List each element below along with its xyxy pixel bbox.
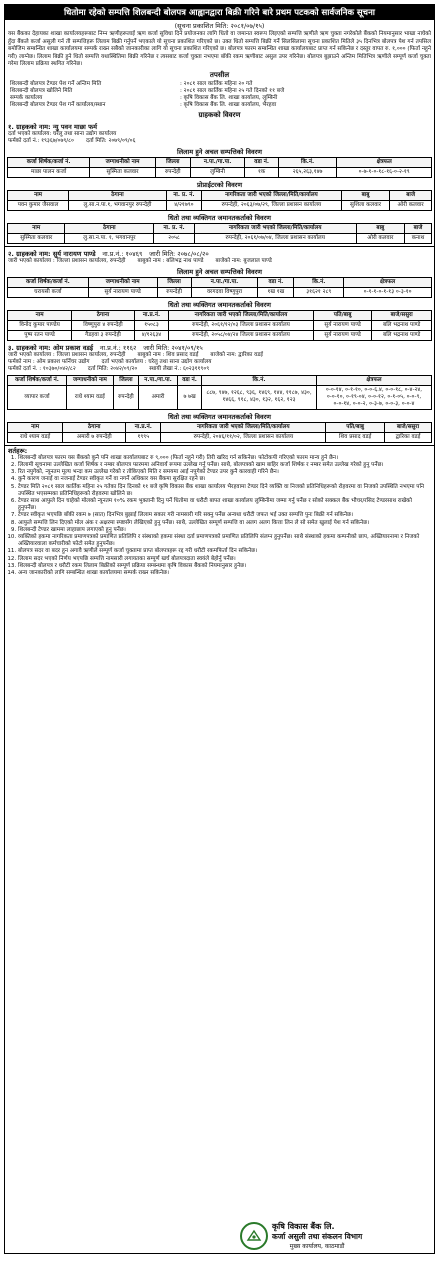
list-item: 12. लिलाम सदर भएको निर्णय भएपछि सम्पत्ति नामसारी लगायतका सम्पूर्ण खर्च बोलपत्रदाता स्वयंले बेहोर्नु पर्नेछ। <box>18 556 431 563</box>
table-row: पुष्प रतन पाण्डे गैडहवा ३ रुपन्देही ४/१२६३४ रुपन्देही, २०५८/०४/२४ जिल्ला प्रशासन कार्यालय सुर्य नारायण पाण्डे बलि भद्रनाथ पाण्डे <box>8 330 432 340</box>
guarantor-table-title: धितो तथा व्यक्तिगत जमानतकर्ताको विवरण <box>168 213 271 222</box>
list-item: 1. शिलबन्दी बोलपत्र फारम यस बैंकको कुनै पनि शाखा कार्यालयबाट रु ९,००० (फिर्ता नहुने गरी) तिरी खरिद गर्न सकिनेछ। फोटोकपी गरिएको फारम मान्य हुने छैन। <box>18 455 431 462</box>
schedule-row: शिलबन्दी बोलपत्र टेण्डर पेश गर्ने अन्तिम मिति : २०८१ साल कार्तिक महिना २० गते <box>10 80 253 87</box>
list-item: 13. शिलबन्दी बोलपत्र र धरौटी रकम लिलाम बिक्रीको सम्पूर्ण प्रक्रिया सम्बन्धमा कृषि विकास बैंकको नियमानुसार हुनेछ। <box>18 563 431 570</box>
guarantor-table-2: नाम ठेगाना ना.प्र.नं. नागरिकता जारी भएको जिल्ला/मिति/कार्यालय पति/बाबु बाजे/ससुरा विनोद कुमार पाण्डेय विष्णुपुरा ४ रुपन्देही १५०८३ रुपन्देही, २०६१/१२/०३ जिल्ला प्रशासन कार्यालय सुर्य नारायण पाण्डे बलि भद्रनाथ पाण्डे पुष्प रतन पाण्डे गैडहवा ३ रुपन्देही ४/१२६३४ रुपन्देही, २०५८/०४/२४ जिल्ला प्रशासन कार्यालय सुर्य नारायण पाण्डे बलि भद्रनाथ पाण्डे <box>7 310 432 341</box>
customer-1-reg: दर्ता भएको कार्यालय: घरेलु तथा साना उद्योग कार्यालय <box>8 130 117 137</box>
intro-paragraph: यस बैंकका देहायका शाखा कार्यालयहरूबाट निम्न ऋणीहरूलाई ऋण कर्जा सुविधा दिने प्रयोजनका लागि धितो वा जमानत स्वरूप लिइएको सम्पत्ति ऋणीले ऋण चुक्ता नगरेकोले बैंकको नियमानुसार भाखा नाघेको हुँदा बैंकले कर्जा असुली गर्न ती सम्पत्तिहरू लिलाम बिक्री गर्नुपर्ने भएकाले यो सूचना प्रकाशित गरिएको छ। उक्त धितो सम्पत्ति बिक्री गर्ने सिलसिलामा सूचना प्रकाशित मितिले ३५ दिनभित्र बोलपत्र पेश गर्न तपसिल बमोजिम सम्बन्धित शाखा कार्यालयमा सम्पर्क राख्न सबैको जानकारीका लागि यो सूचना प्रकाशित गरिएको छ। बोलपत्र फारम सम्बन्धित शाखा कार्यालयबाट प्राप्त गर्न सकिनेछ र दस्तुर वापत रु. १,००० (फिर्ता नहुने गरी) लाग्नेछ। लिलाम बिक्री हुने धितो सम्पत्ति यथास्थितिमा बिक्री गरिनेछ र त्यसबाट कर्जा चुक्ता नभएमा बाँकी रकम ऋणीबाट असुल उपर गरिनेछ। बोलपत्र बुझाउने अन्तिम मितिभित्र ऋणीले सम्पूर्ण कर्जा चुक्ता गरेमा लिलाम प्रक्रिया स्थगित गरिनेछ। <box>8 31 431 67</box>
list-item: 6. टेण्डर साथ आफुले दिन चाहेको मोलको न्यूनतम १०% रकम भुक्तानी दिनु पर्ने धितोमा वा धरौटी बापत शाखा कार्यालय लुम्बिनीमा जम्मा गर्नु पर्नेछ र सोको सक्कल बैंक भौचर/रसिद टेण्डरसाथ राखेको हुनुपर्नेछ। <box>18 498 431 512</box>
property-table-title: लिलाम हुने अचल सम्पत्तिको विवरण <box>177 267 262 276</box>
table-row: घरायसी कर्जा सुर्य नारायण पाण्डे रुपन्देही वरगदवा विष्णुपुरा १ख १ख ३१६२१ २८९ ०-१-१-०-१-१३ ०-३-१० <box>8 287 432 297</box>
bank-logo-icon <box>240 1222 268 1250</box>
property-table-title: लिलाम हुने अचल सम्पत्तिको विवरण <box>177 147 262 156</box>
footer-signature <box>240 1221 430 1250</box>
bank-name: कृषि विकास बैंक लि. <box>272 1222 335 1231</box>
publish-date: (सूचना प्रकाशित मिति: २०८१/०७/१५) <box>174 22 265 30</box>
list-item: 4. कुनै कारण जनाई वा नजनाई टेण्डर स्वीकृत गर्ने वा नगर्ने अधिकार यस बैंकमा सुरक्षित रहने छ। <box>18 476 431 483</box>
customer-3-heading: ३. ग्राहकको नाम: ओम प्रकाश वडई ना.प्र.नं.: ११६२ जारी मिति: २०४१/०९/१५ <box>8 343 203 352</box>
office-name: मुख्य कार्यालय, काठमाडौं <box>289 1243 345 1250</box>
property-table-1: कर्जा शिर्षक/कर्जा नं. जग्गाधनीको नाम जिल्ला न.पा./गा.पा. वडा नं. कि.नं. क्षेत्रफल माछा पालन कर्जा सुस्मिता कलवार रुपन्देही लुम्बिनी १क २६५,२६३,१४७ ०-७-१-०-१८-१६-०-२-१९ <box>7 157 432 178</box>
table-row: व्यापार कर्जा राधे श्याम वडई रुपन्देही अमारी ७ ७ख ८८७, ९४७, १२६८, ९३६, १४६९, १४४, ११८७, ४३०, १४६६, ९१८, ४३०, १३२, १६२, १२३ ०-०-१४, ०-१-१०, ०-०-६.४, ०-०-१८, ०-४-२४, ०-०-१०, ०-१९-०४, ०-०-१२, ०-१-०५, ०-०-९, ०-०-१४, ०-०-२, ०-३-७, ०-०-३, ०-०-४ <box>8 385 432 409</box>
customer-section-title: ग्राहकको विवरण <box>198 110 241 119</box>
department-name: कर्जा असुली तथा संकलन विभाग <box>272 1232 363 1241</box>
list-item: 11. बोलपत्र सदर वा बदर हुन अगावै ऋणीले सम्पूर्ण कर्जा चुक्तामा प्राप्त बोलपत्रहरू रद्द गरी धरौटी रकमफिर्ता दिन सकिनेछ। <box>18 548 431 555</box>
table-row: विनोद कुमार पाण्डेय विष्णुपुरा ४ रुपन्देही १५०८३ रुपन्देही, २०६१/१२/०३ जिल्ला प्रशासन कार्यालय सुर्य नारायण पाण्डे बलि भद्रनाथ पाण्डे <box>8 320 432 330</box>
guarantor-table-title: धितो तथा व्यक्तिगत जमानतकर्ताको विवरण <box>168 412 271 421</box>
terms-list <box>8 455 431 577</box>
owner-table-title: प्रोप्राईटरको विवरण <box>196 180 243 189</box>
customer-3-details: जारी भएको कार्यालय : जिल्ला प्रशासन कार्यालय, रुपन्देही बाबुको नाम : शिव प्रसाद वडई बाजेको नाम: द्वारिका वडई <box>8 351 264 358</box>
list-item: 3. रित नपुगेको, न्यूनतम मूल्य भन्दा कम उल्लेख गरेको र तोकिएको मिति र समयमा आई नपुगेको टेण्डर उपर कुनै कारवाही गरिने छैन। <box>18 469 431 476</box>
schedule-row: शिलबन्दी बोलपत्र खोलिने मिति : २०८१ साल कार्तिक महिना २५ गते दिनको ११ बजे <box>10 87 285 94</box>
divider <box>5 246 434 247</box>
customer-2-heading: २. ग्राहकको नाम: सुर्य नारायण पाण्डे ना.प्र.नं.: १०४६९ जारी मिति: २०७८/०८/२० <box>8 249 209 258</box>
table-row: पवन कुमार जैसवाल लु.सा.न.पा.१, भगवानपुर रुपन्देही ४/२१७९० रुपन्देही, २०६३/०७/२९, जिल्ला प्रशासन कार्यालय सुशिला कलवार ओरी कलवार <box>8 200 432 210</box>
list-item: 14. अन्य जानकारीको लागि सम्बन्धित शाखा कार्यालयमा सम्पर्क राख्न सकिनेछ। <box>18 570 431 577</box>
list-item: 2. लिलामी सूचनामा उल्लेखित कर्जा शिर्षक र नम्बर बोलपत्र फारममा अनिवार्य रूपमा उल्लेख गर्नु पर्नेछ। साथै, बोलपत्रको खाम बाहिर कर्जा शिर्षक र नम्बर समेत उल्लेख गरेको हुनु पर्नेछ। <box>18 462 431 469</box>
notice-page <box>4 4 435 1254</box>
divider <box>5 445 434 446</box>
schedule-row: सम्पर्क कार्यालय : कृषि विकास बैंक लि. शाखा कार्यालय, लुम्बिनी <box>10 94 278 101</box>
guarantor-table-1: नाम ठेगाना ना. प्र. नं. नागरिकता जारी भएको जिल्ला/मिति/कार्यालय बाबु बाजे सुस्मिता कलवार लु.सा.न.पा. १, भगवानपुर २०५८ रुपन्देही, २०६१/०७/०४, जिल्ला प्रशासन कार्यालय ओरी कलवार कनाथ <box>7 223 432 244</box>
terms-section <box>5 448 434 578</box>
list-item: 5. टेण्डर मिति २०८१ साल कार्तिक महिना २५ गतेका दिन दिनको ११ बजे कृषि विकास बैंक शाखा कार्यालय भैरहवामा टेण्डर दिने व्यक्ति वा निजको प्रतिनिधिहरूको रोहवरमा वा निजको उपस्थिति नभएमा पनि उपस्थित भएसम्मका प्रतिनिधिहरूको रोहवरमा खोलिने छ। <box>18 484 431 498</box>
bank-logo-graphic <box>246 1228 262 1244</box>
customer-1-reg-no: फर्मको दर्ता नं.: १९३६७/०७९/८० दर्ता मिति: २०७९/०९/०६ <box>8 137 136 144</box>
customer-2-details: जारी भएको कार्यालय : जिल्ला प्रशासन कार्यालय, रुपन्देही बाबुको नाम : बलिभद्र नाथ पाण्डे बाजेको नाम: बुजलाल पाण्डे <box>8 257 272 264</box>
customer-3-firm-reg: फर्मको दर्ता नं. : १०३७०/०४२/८२ दर्ता मिति: २०४२/०९/२० स्थायी लेखा नं.: ६०२३११९०९ <box>8 365 210 372</box>
customer-3-firm: फर्मको नाम : ओम प्रकाश फर्निचर उद्योग दर्ता भएको कार्यालय : घरेलु तथा साना उद्योग कार्यालय <box>8 358 212 365</box>
schedule-list <box>5 81 434 109</box>
notice-title: धितोमा रहेको सम्पत्ति शिलबन्दी बोलपत्र आह्वानद्वारा बिक्री गरिने बारे प्रथम पटकको सार्वजनिक सूचना <box>5 5 434 20</box>
table-row: सुस्मिता कलवार लु.सा.न.पा. १, भगवानपुर २०५८ रुपन्देही, २०६१/०७/०४, जिल्ला प्रशासन कार्यालय ओरी कलवार कनाथ <box>8 233 432 243</box>
guarantor-table-title: धितो तथा व्यक्तिगत जमानतकर्ताको विवरण <box>168 300 271 309</box>
list-item: 8. आफुले सम्पत्ति लिन दिएको मोल अंक र अक्षरमा स्पष्टसँग लेखिएको हुनु पर्नेछ। साथै, उल्लेखित सम्पूर्ण सम्पत्ति वा अलग अलग कित्ता लिन ले सो समेत खुलाई पेश गर्न सकिनेछ। <box>18 520 431 527</box>
schedule-row: शिलबन्दी बोलपत्र टेण्डर पेश गर्ने कार्यालय/स्थान : कृषि विकास बैंक लि. शाखा कार्यालय, भैरहवा <box>10 101 277 108</box>
table-row: माछा पालन कर्जा सुस्मिता कलवार रुपन्देही लुम्बिनी १क २६५,२६३,१४७ ०-७-१-०-१८-१६-०-२-१९ <box>8 167 432 177</box>
table-row: राधे श्याम वडई अमारी ७ रुपन्देही १९९५ रुपन्देही, २०४६/११/०२, जिल्ला प्रशासन कार्यालय शिव प्रसाद वडई द्वारिका वडई <box>8 432 432 442</box>
list-item: 7. टेण्डर स्वीकृत भएपछि बाँकी रकम ७ (सात) दिनभित्र बुझाई लिलाम सकार गरी नामसारी गरि सक्नु पर्नेछ अन्यथा धरौटी जफत भई उक्त सम्पत्ति पुनः बिक्री गर्न सकिनेछ। <box>18 512 431 519</box>
list-item: 10. व्यक्तिको हकमा नागरिकता प्रमाणपत्रको प्रमाणित प्रतिलिपि र संस्थाको हकमा संस्था दर्ता प्रमाणपत्रको प्रमाणित प्रतिलिपि संलग्न हुनुपर्नेछ। साथै संस्थाको हकमा कम्पनीको छाप, अख्तियारनामा र निजको अख्तियारवाला कर्मचारीको फोटो समेत हुनुपर्नेछ। <box>18 534 431 548</box>
list-item: 9. शिलबन्दी टेण्डर खाममा लाहाछाप लगाएको हुनु पर्नेछ। <box>18 527 431 534</box>
schedule-title: तपसील <box>209 70 230 79</box>
customer-1-heading: १. ग्राहकको नाम: न्यु पवन माछा फर्म <box>8 122 97 131</box>
owner-table-1: नाम ठेगाना ना. प्र. नं. नागरिकता जारी भएको जिल्ला/मिति/कार्यालय बाबु बाजे पवन कुमार जैसवाल लु.सा.न.पा.१, भगवानपुर रुपन्देही ४/२१७९० रुपन्देही, २०६३/०७/२९, जिल्ला प्रशासन कार्यालय सुशिला कलवार ओरी कलवार <box>7 190 432 211</box>
guarantor-table-3: नाम ठेगाना ना.प्र.नं. नागरिकता जारी भएको जिल्ला/मिति/कार्यालय पति/बाबु बाजे/ससुरा राधे श्याम वडई अमारी ७ रुपन्देही १९९५ रुपन्देही, २०४६/११/०२, जिल्ला प्रशासन कार्यालय शिव प्रसाद वडई द्वारिका वडई <box>7 422 432 443</box>
property-table-2: कर्जा शिर्षक/कर्जा नं. जग्गाधनीको नाम जिल्ला न.पा./गा.पा. वडा नं. कि.नं. क्षेत्रफल घरायसी कर्जा सुर्य नारायण पाण्डे रुपन्देही वरगदवा विष्णुपुरा १ख १ख ३१६२१ २८९ ०-१-१-०-१-१३ ०-३-१० <box>7 277 432 298</box>
footer-text <box>272 1221 362 1250</box>
terms-title: शर्तहरू: <box>8 446 28 455</box>
property-table-3: कर्जा शिर्षक/कर्जा नं. जग्गाधनीको नाम जिल्ला न.पा./गा.पा. वडा नं. कि.नं. क्षेत्रफल व्यापार कर्जा राधे श्याम वडई रुपन्देही अमारी ७ ७ख ८८७, ९४७, १२६८, ९३६, १४६९, १४४, ११८७, ४३०, १४६६, ९१८, ४३०, १३२, १६२, १२३ ०-०-१४, ०-१-१०, ०-०-६.४, ०-०-१८, ०-४-२४, ०-०-१०, ०-१९-०४, ०-०-१२, ०-१-०५, ०-०-९, ०-०-१४, ०-०-२, ०-३-७, ०-०-३, ०-०-४ <box>7 375 432 410</box>
